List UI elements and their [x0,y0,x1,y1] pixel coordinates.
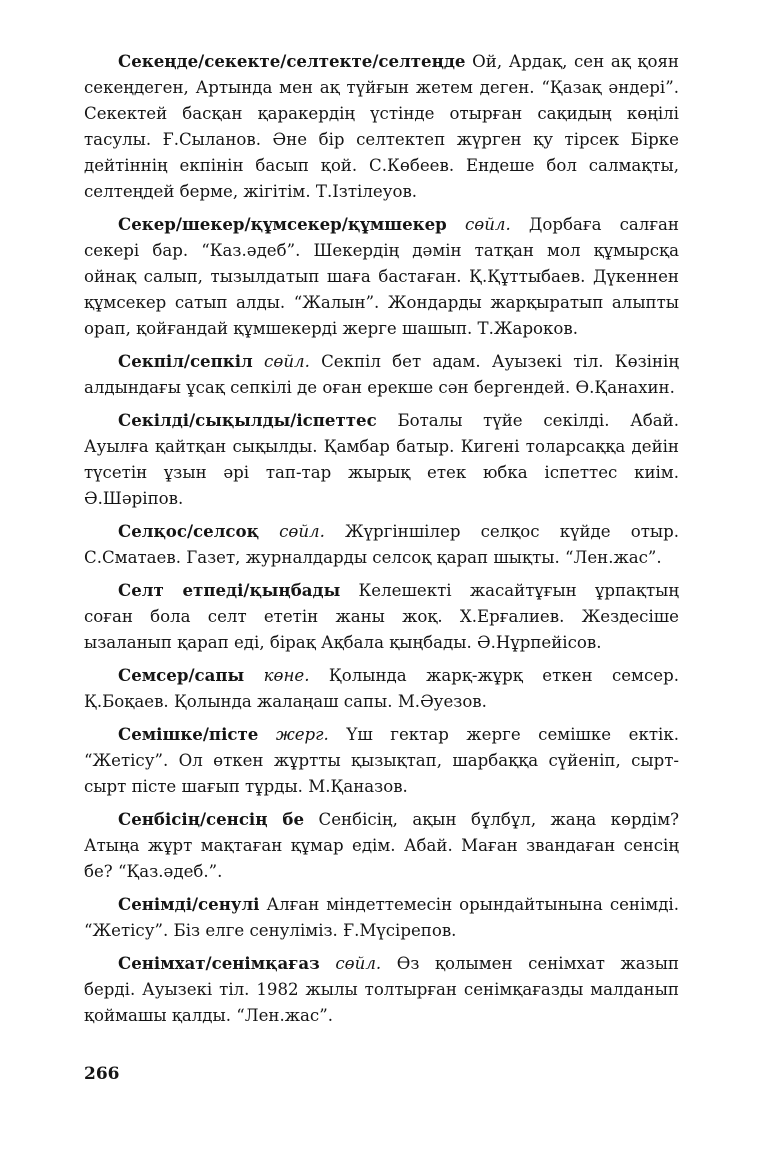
entry-headword: Секер/шекер/құмсекер/құмшекер [118,214,447,234]
entry-text: Қолында жарқ-жұрқ еткен семсер. Қ.Боқаев. Қолында жалаңаш сапы. М.Әуезов. [84,666,679,711]
entry-usage-mark: сөйл. [264,352,310,371]
entry-headword: Семішке/пісте [118,724,259,744]
entry-text: Үш гектар жерге семішке ектік. “Жетісу”. Ол өткен жұртты қызықтап, шарбаққа сүйеніп, сырт-сырт пісте шағып тұрды. М.Қаназов. [84,725,679,796]
entry-text: Дорбаға салған секері бар. “Каз.әдеб”. Шекердің дәмін татқан мол құмырсқа ойнақ салып, тызылдатып шаға бастаған. Қ.Құттыбаев. Дүкеннен құмсекер сатып алды. “Жалын”. Жондарды жарқыратып алыпты орап, қойғандай құмшекерді жерге шашып. Т.Жароков. [84,215,679,338]
entry-usage-mark: сөйл. [335,954,382,973]
entry-text: Келешекті жасайтұғын ұрпақтың соған бола селт ететін жаны жоқ. Х.Ерғалиев. Жездесіше ызаланып қарап еді, бірақ Ақбала қыңбады. Ә.Нұрпейісов. [84,581,680,652]
entry-headword: Сенбісің/сенсің бе [118,809,305,829]
dictionary-entry [84,721,679,800]
entry-text: Ой, Ардақ, сен ақ қоян секеңдеген, Артында мен ақ түйғын жетем деген. “Қазақ әндері”. Секектей басқан қаракердің үстінде отырған сақидың көңілі тасулы. Ғ.Сыланов. Әне бір селтектеп жүрген қу тірсек Бірке дейтіннің екпінін басып қой. С.Көбеев. Ендеше бол салмақты, селтеңдей берме, жігітім. Т.Ізтілеуов. [84,52,679,201]
page-number: 266 [84,1064,120,1084]
entry-headword: Сенімді/сенулі [118,894,260,914]
entry-text: Секпіл бет адам. Ауызекі тіл. Көзінің алдындағы ұсақ сепкілі де оған ерекше сән бергендей. Ө.Қанахин. [84,352,679,397]
entry-headword: Секеңде/секекте/селтекте/селтеңде [118,51,466,71]
entry-text: Жүргіншілер селқос күйде отыр. С.Сматаев. Газет, журналдарды селсоқ қарап шықты. “Лен.жас”. [84,522,679,567]
entry-usage-mark: сөйл. [464,215,511,234]
dictionary-entry [84,518,679,571]
entry-usage-mark: сөйл. [279,522,325,541]
entry-text: Өз қолымен сенімхат жазып берді. Ауызекі тіл. 1982 жылы толтырған сенімқағазды малданып қоймашы қалды. “Лен.жас”. [84,954,679,1025]
entry-usage-mark: көне. [263,666,310,685]
dictionary-entry [84,577,679,656]
entry-headword: Секілді/сықылды/іспеттес [118,410,377,430]
entry-headword: Сенімхат/сенімқағаз [118,953,320,973]
dictionary-entry [84,211,679,342]
dictionary-entry [84,806,679,885]
entry-headword: Селқос/селсоқ [118,521,259,541]
entry-headword: Секпіл/сепкіл [118,351,253,371]
dictionary-entry [84,48,679,205]
entry-text: Боталы түйе секілді. Абай. Ауылға қайтқан сықылды. Қамбар батыр. Кигені толарсаққа дейін түсетін ұзын әрі тап-тар жырық етек юбка іспеттес киім. Ә.Шәріпов. [84,411,680,508]
dictionary-entry [84,662,679,715]
dictionary-entry [84,348,679,401]
dictionary-entry [84,407,679,512]
dictionary-entry [84,891,679,944]
entry-usage-mark: жерг. [275,725,329,744]
dictionary-page [84,48,679,1035]
entry-text: Алған міндеттемесін орындайтынына сенімді. “Жетісу”. Біз елге сенуліміз. Ғ.Мүсірепов. [84,895,679,940]
entry-text: Сенбісің, ақын бұлбұл, жаңа көрдім? Атыңа жұрт мақтаған құмар едім. Абай. Маған звандаған сенсің бе? “Қаз.әдеб.”. [84,810,679,881]
entry-headword: Селт етпеді/қыңбады [118,580,341,600]
entry-headword: Семсер/сапы [118,665,245,685]
dictionary-entry [84,950,679,1029]
